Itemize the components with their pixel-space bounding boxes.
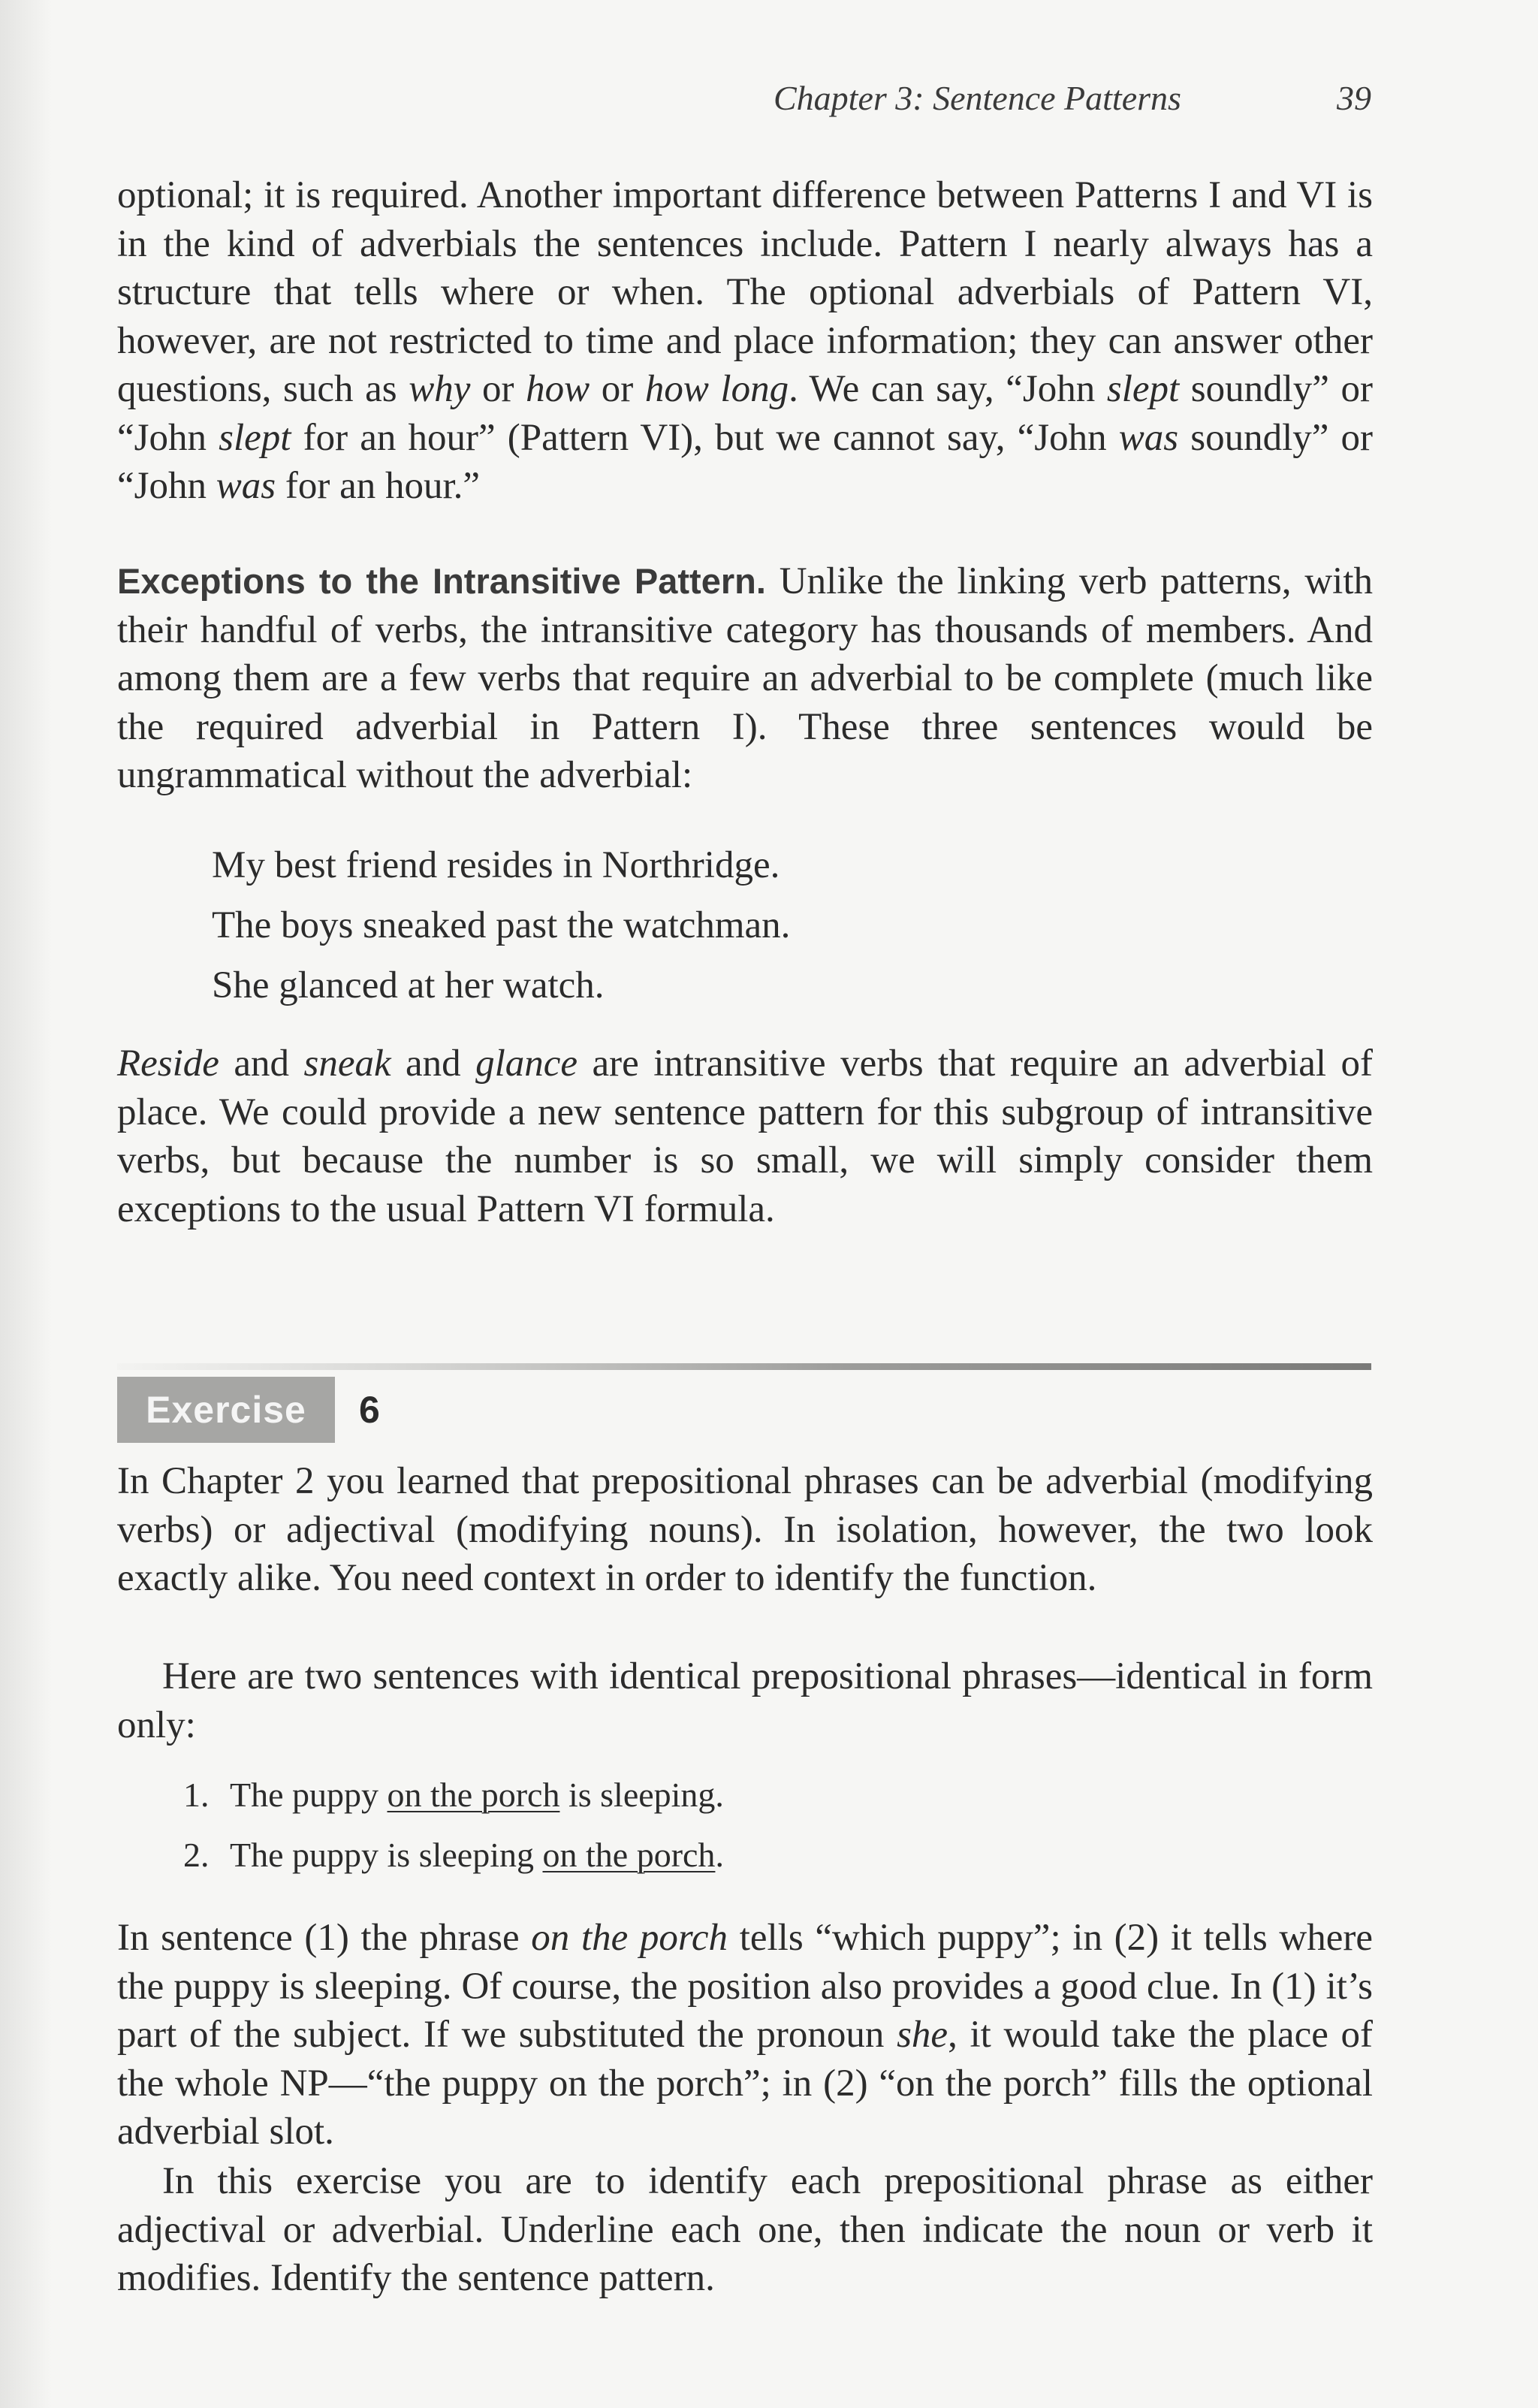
exercise-paragraph-3 (117, 1914, 1373, 2156)
emphasis-how-long: how long (644, 368, 789, 410)
paragraph-text: In sentence (1) the phrase (117, 1917, 532, 1959)
followup-text: and (219, 1043, 304, 1085)
item-text: is sleeping. (559, 1776, 724, 1814)
exceptions-paragraph (117, 557, 1373, 800)
item-number: 1. (183, 1776, 210, 1814)
exercise-paragraph-2: Here are two sentences with identical prepositional phrases—identical in form only: (117, 1655, 1373, 1746)
emphasis-slept: slept (1106, 368, 1180, 410)
chapter-title: Chapter 3: Sentence Patterns (774, 79, 1181, 117)
emphasis-glance: glance (475, 1043, 578, 1085)
intro-paragraph (117, 171, 1373, 511)
example-sentences (212, 841, 790, 1021)
exercise-paragraph-4: In this exercise you are to identify each prepositional phrase as either adjectival or adverbial. Underline each one, then indicate the noun or verb it modifies. Identify the sentence pattern. (117, 2160, 1373, 2299)
numbered-example (183, 1771, 724, 1831)
emphasis-on-the-porch: on the porch (531, 1917, 728, 1959)
emphasis-why: why (409, 368, 471, 410)
exercise-paragraph-1: In Chapter 2 you learned that prepositional phrases can be adverbial (modifying verbs) or adjectival (modifying nouns). In isolation, however, the two look exactly alike. You need context in order to identify the function. (117, 1460, 1373, 1599)
intro-text: . We can say, “John (789, 368, 1107, 410)
underlined-phrase: on the porch (387, 1776, 560, 1814)
underlined-phrase: on the porch (542, 1836, 716, 1874)
intro-text: optional; it is required. Another important difference between Patterns I and VI is in the kind of adverbials the sentences include. Pattern I nearly always has a structure that tells where or when. The optional adverbials of Pattern VI, however, are not restricted to time and place information; they can answer other questions, such as (117, 174, 1373, 410)
intro-text: or (470, 368, 526, 410)
followup-text: and (391, 1043, 476, 1085)
numbered-example (183, 1831, 724, 1891)
followup-text: are intransitive verbs that require an adverbial of place. We could provide a new sentence pattern for this subgroup of intransitive verbs, but because the number is so small, we will simply consider them exceptions to the usual Pattern VI formula. (117, 1043, 1373, 1230)
emphasis-slept: slept (219, 416, 291, 459)
example-sentence: The boys sneaked past the watchman. (212, 904, 791, 946)
emphasis-how: how (526, 368, 590, 410)
numbered-examples (183, 1771, 724, 1891)
exercise-divider-rule (117, 1363, 1371, 1370)
intro-text: or (590, 368, 645, 410)
running-head (751, 72, 1371, 125)
item-text: The puppy (230, 1776, 388, 1814)
exceptions-text: Unlike the linking verb patterns, with their handful of verbs, the intransitive category has thousands of members. And among them are a few verbs that require an adverbial to be complete (much like the required adverbial in Pattern I). These three sentences would be ungrammatical without the adverbial: (117, 560, 1373, 796)
paragraph-text: tells “which puppy”; in (2) it tells where the puppy is sleeping. Of course, the position also provides a good clue. In (1) it’s part of the subject. If we substituted the pronoun (117, 1917, 1374, 2056)
section-heading: Exceptions to the Intransitive Pattern. (117, 561, 766, 601)
emphasis-was: was (216, 465, 276, 507)
example-sentence: My best friend resides in Northridge. (212, 844, 780, 886)
intro-text: for an hour.” (276, 465, 481, 507)
emphasis-reside: Reside (117, 1043, 219, 1085)
intro-text: soundly” or “John (117, 416, 1374, 507)
exercise-number: 6 (359, 1389, 380, 1431)
emphasis-was: was (1118, 416, 1179, 459)
page-number: 39 (1337, 79, 1371, 117)
exercise-label: Exercise (117, 1377, 335, 1443)
emphasis-sneak: sneak (303, 1043, 391, 1085)
exceptions-followup-paragraph (117, 1040, 1373, 1233)
intro-text: soundly” or “John (117, 368, 1374, 459)
example-sentence: She glanced at her watch. (212, 964, 605, 1006)
item-number: 2. (183, 1836, 210, 1874)
item-text: . (715, 1836, 724, 1874)
intro-text: for an hour” (Pattern VI), but we cannot say, “John (291, 416, 1119, 459)
paragraph-text: , it would take the place of the whole NP—“the puppy on the porch”; in (2) “on the porch” fills the optional adverbial slot. (117, 2014, 1373, 2153)
page-gutter-shadow (0, 0, 53, 2408)
emphasis-she: she (897, 2014, 948, 2056)
item-text: The puppy is sleeping (230, 1836, 543, 1874)
